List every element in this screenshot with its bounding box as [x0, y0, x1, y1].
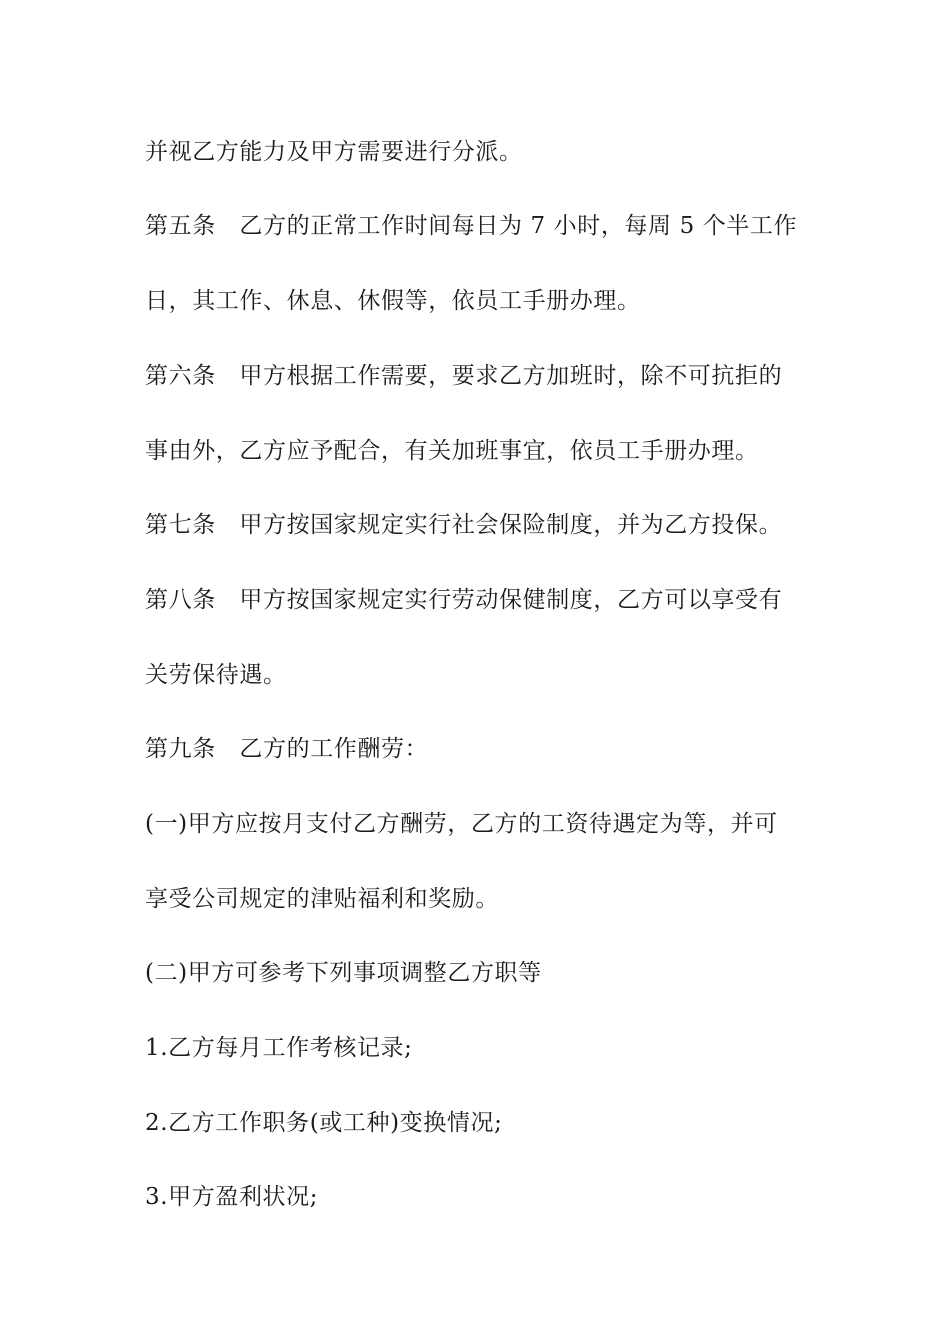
text-line: 1.乙方每月工作考核记录;	[145, 1035, 413, 1061]
text-line: (二)甲方可参考下列事项调整乙方职等	[145, 960, 542, 986]
text-line: 并视乙方能力及甲方需要进行分派。	[145, 139, 523, 165]
text-line: 第八条 甲方按国家规定实行劳动保健制度，乙方可以享受有	[145, 587, 783, 613]
text-line: 关劳保待遇。	[145, 662, 287, 688]
text-line: 3.甲方盈利状况;	[145, 1184, 319, 1210]
text-line: 享受公司规定的津贴福利和奖励。	[145, 886, 499, 912]
text-line: (一)甲方应按月支付乙方酬劳，乙方的工资待遇定为等，并可	[145, 811, 778, 837]
text-line: 第九条 乙方的工作酬劳：	[145, 736, 429, 762]
text-line: 第五条 乙方的正常工作时间每日为 7 小时，每周 5 个半工作	[145, 213, 798, 239]
text-line: 事由外，乙方应予配合，有关加班事宜，依员工手册办理。	[145, 438, 759, 464]
text-line: 第七条 甲方按国家规定实行社会保险制度，并为乙方投保。	[145, 512, 783, 538]
text-line: 日，其工作、休息、休假等，依员工手册办理。	[145, 288, 641, 314]
text-line: 2.乙方工作职务(或工种)变换情况;	[145, 1110, 503, 1136]
text-line: 第六条 甲方根据工作需要，要求乙方加班时，除不可抗拒的	[145, 363, 783, 389]
